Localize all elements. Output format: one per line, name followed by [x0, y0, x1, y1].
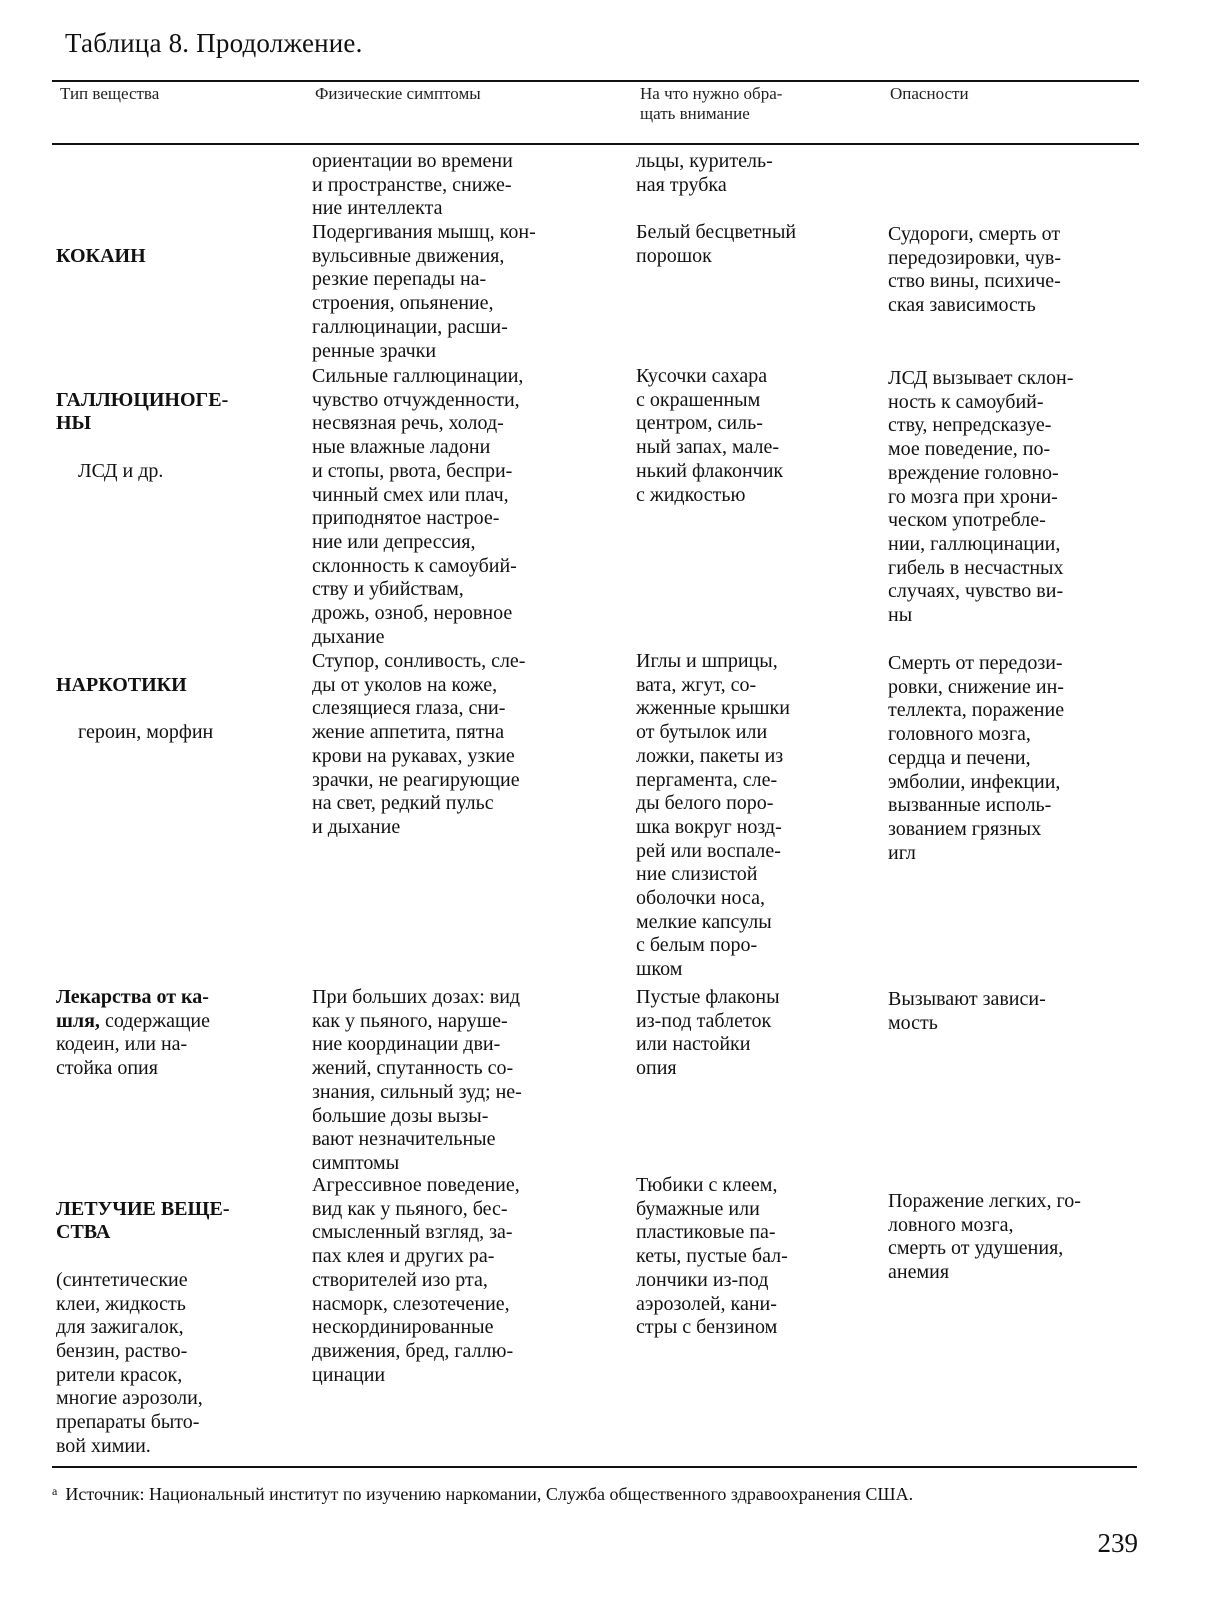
top-rule	[52, 80, 1139, 82]
header-lookfor: На что нужно обра- щать внимание	[640, 84, 783, 123]
row-cocaine-type	[56, 221, 278, 292]
cough-name: Лекарства от ка- шля,	[56, 986, 209, 1032]
hallucinogens-dangers: ЛСД вызывает склон- ность к самоубий- ству, непредсказуе- мое поведение, по- вреждение головно- го мозга при хрони- ческом употребле- нии, галлюцинации, гибель в несчастных случаях, чувство ви- ны	[888, 367, 1074, 627]
hallucinogens-sub: ЛСД и др.	[78, 459, 164, 482]
hallucinogens-lookfor: Кусочки сахара с окрашенным центром, силь- ный запах, мале- нький флакончик с жидкостью	[636, 365, 784, 506]
header-rule	[52, 143, 1139, 145]
row-volatile-type	[56, 1174, 278, 1482]
hallucinogens-symptoms: Сильные галлюцинации, чувство отчужденности, несвязная речь, холод- ные влажные ладони и стопы, рвота, беспри- чинный смех или плач, приподнятое настрое- ние или депрессия, склонность к самоубий- ству и убийствам, дрожь, озноб, неровное дыхание	[312, 365, 524, 648]
narcotics-lookfor: Иглы и шприцы, вата, жгут, со- жженные крышки от бутылок или ложки, пакеты из пергамента, сле- ды белого поро- шка вокруг нозд- рей или воспале- ние слизистой оболочки носа, мелкие капсулы с белым поро- шком	[636, 650, 790, 981]
table-caption: Таблица 8. Продолжение.	[65, 28, 363, 58]
cocaine-symptoms: Подергивания мышц, кон- вульсивные движения, резкие перепады на- строения, опьянение, галлюцинации, расши- ренные зрачки	[312, 221, 536, 362]
narcotics-sub: героин, морфин	[78, 721, 214, 744]
page-number: 239	[1097, 1528, 1138, 1558]
narcotics-name: НАРКОТИКИ	[56, 673, 187, 696]
header-type: Тип вещества	[60, 84, 160, 103]
row-cough-type	[56, 986, 278, 1081]
narcotics-dangers: Смерть от передози- ровки, снижение ин- теллекта, поражение головного мозга, сердца и печени, эмболии, инфекции, вызванные исполь- зованием грязных игл	[888, 652, 1065, 864]
cocaine-name: КОКАИН	[56, 244, 146, 267]
footer-rule	[52, 1466, 1137, 1468]
footnote-mark: a	[52, 1484, 58, 1498]
cocaine-lookfor: Белый бесцветный порошок	[636, 221, 797, 267]
row-hallucinogens-type	[56, 365, 278, 507]
cough-dangers: Вызывают зависи- мость	[888, 988, 1046, 1034]
footnote-text: Источник: Национальный институт по изучению наркомании, Служба общественного здравоохранения США.	[65, 1484, 914, 1504]
row-narcotics-type	[56, 650, 278, 769]
header-symptoms: Физические симптомы	[315, 84, 481, 103]
volatile-sub: (синтетические клеи, жидкость для зажигалок, бензин, раство- рители красок, многие аэрозоли, препараты быто- вой химии.	[56, 1268, 203, 1457]
cocaine-dangers: Судороги, смерть от передозировки, чув- ство вины, психиче- ская зависимость	[888, 223, 1061, 317]
cough-sub: содержащие кодеин, или на- стойка опия	[56, 1009, 210, 1080]
volatile-symptoms: Агрессивное поведение, вид как у пьяного, бес- смысленный взгляд, за- пах клея и других ра- створителей изо рта, насморк, слезотечение, нескординированные движения, бред, галлю- цинации	[312, 1174, 520, 1386]
hallucinogens-name: ГАЛЛЮЦИНОГЕ- НЫ	[56, 388, 229, 435]
cough-symptoms: При больших дозах: вид как у пьяного, наруше- ние координации дви- жений, спутанность со- знания, сильный зуд; не- большие дозы вызы- вают незначительные симптомы	[312, 986, 522, 1174]
volatile-dangers: Поражение легких, го- ловного мозга, смерть от удушения, анемия	[888, 1190, 1081, 1284]
header-dangers: Опасности	[890, 84, 969, 103]
narcotics-symptoms: Ступор, сонливость, сле- ды от уколов на коже, слезящиеся глаза, сни- жение аппетита, пятна крови на рукавах, узкие зрачки, не реагирующие на свет, редкий пульс и дыхание	[312, 650, 526, 838]
volatile-name: ЛЕТУЧИЕ ВЕЩЕ- СТВА	[56, 1197, 230, 1244]
volatile-lookfor: Тюбики с клеем, бумажные или пластиковые па- кеты, пустые бал- лончики из-под аэрозолей, кани- стры с бензином	[636, 1174, 788, 1339]
cont-symptoms: ориентации во времени и пространстве, сниже- ние интеллекта	[312, 150, 513, 220]
cough-lookfor: Пустые флаконы из-под таблеток или настойки опия	[636, 986, 780, 1080]
cont-lookfor: льцы, куритель- ная трубка	[636, 150, 773, 196]
footnote	[52, 1484, 913, 1505]
